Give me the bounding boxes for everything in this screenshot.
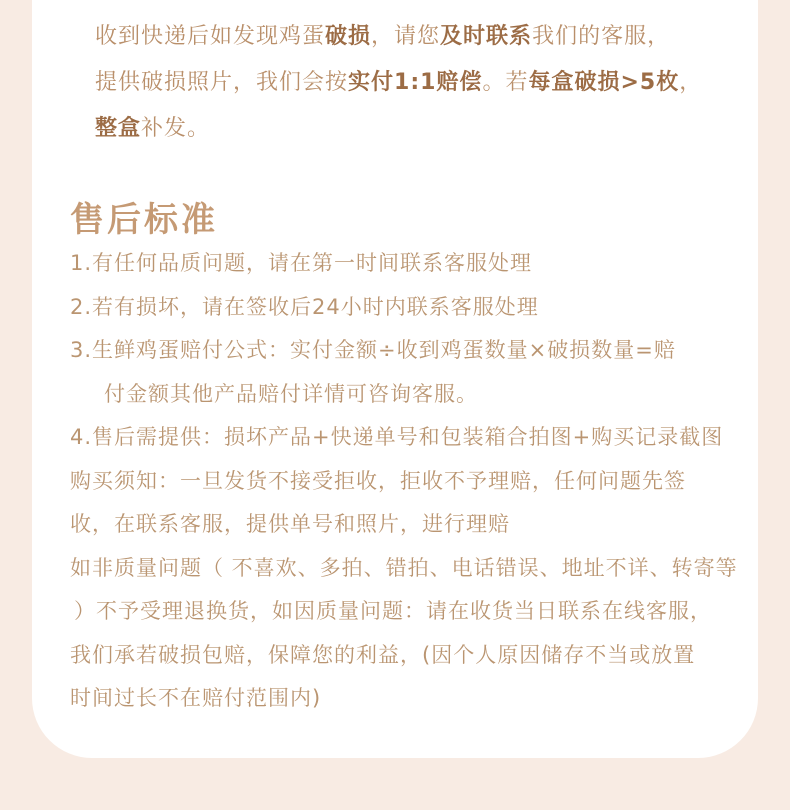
notice-emphasis: 实付1:1赔偿 — [348, 70, 483, 95]
purchase-notice-line: 我们承若破损包赔，保障您的利益，(因个人原因储存不当或放置 — [70, 642, 696, 667]
purchase-notice-line: 收，在联系客服，提供单号和照片，进行理赔 — [70, 512, 510, 536]
policy-line: 3.生鲜鸡蛋赔付公式：实付金额÷收到鸡蛋数量×破损数量=赔 — [70, 338, 676, 362]
notice-line-2 — [95, 60, 735, 106]
policy-line: 1.有任何品质问题，请在第一时间联系客服处理 — [70, 251, 533, 275]
purchase-notice-line: ）不予受理退换货，如因质量问题：请在收货当日联系在线客服， — [74, 599, 712, 623]
purchase-notice-line: 购买须知：一旦发货不接受拒收，拒收不予理赔，任何问题先签 — [70, 468, 686, 493]
notice-text: 我们的客服， — [532, 24, 671, 49]
notice-emphasis: 破损 — [325, 24, 372, 49]
notice-line-3 — [95, 106, 735, 152]
policy-line: 2.若有损坏，请在签收后24小时内联系客服处理 — [70, 294, 539, 319]
notice-text: ，请您 — [371, 24, 441, 49]
notice-text: 提供破损照片，我们会按 — [95, 70, 349, 95]
policy-line: 付金额其他产品赔付详情可咨询客服。 — [104, 381, 478, 406]
notice-text: 。若 — [482, 70, 529, 95]
after-sales-body — [70, 242, 760, 721]
policy-line: 4.售后需提供：损坏产品+快递单号和包装箱合拍图+购买记录截图 — [70, 425, 724, 449]
purchase-notice-line: 如非质量问题（ 不喜欢、多拍、错拍、电话错误、地址不详、转寄等 — [70, 555, 738, 580]
after-sales-title: 售后标准 — [70, 200, 218, 240]
notice-line-1 — [95, 14, 735, 60]
notice-emphasis: 每盒破损>5枚 — [528, 70, 680, 95]
notice-emphasis: 及时联系 — [440, 24, 533, 49]
notice-text: 收到快递后如发现鸡蛋 — [95, 24, 326, 49]
notice-text: 补发。 — [141, 116, 211, 141]
damage-notice — [95, 14, 735, 152]
purchase-notice-line: 时间过长不在赔付范围内) — [70, 686, 322, 710]
notice-emphasis: 整盒 — [95, 116, 142, 141]
notice-text: ， — [679, 70, 703, 95]
